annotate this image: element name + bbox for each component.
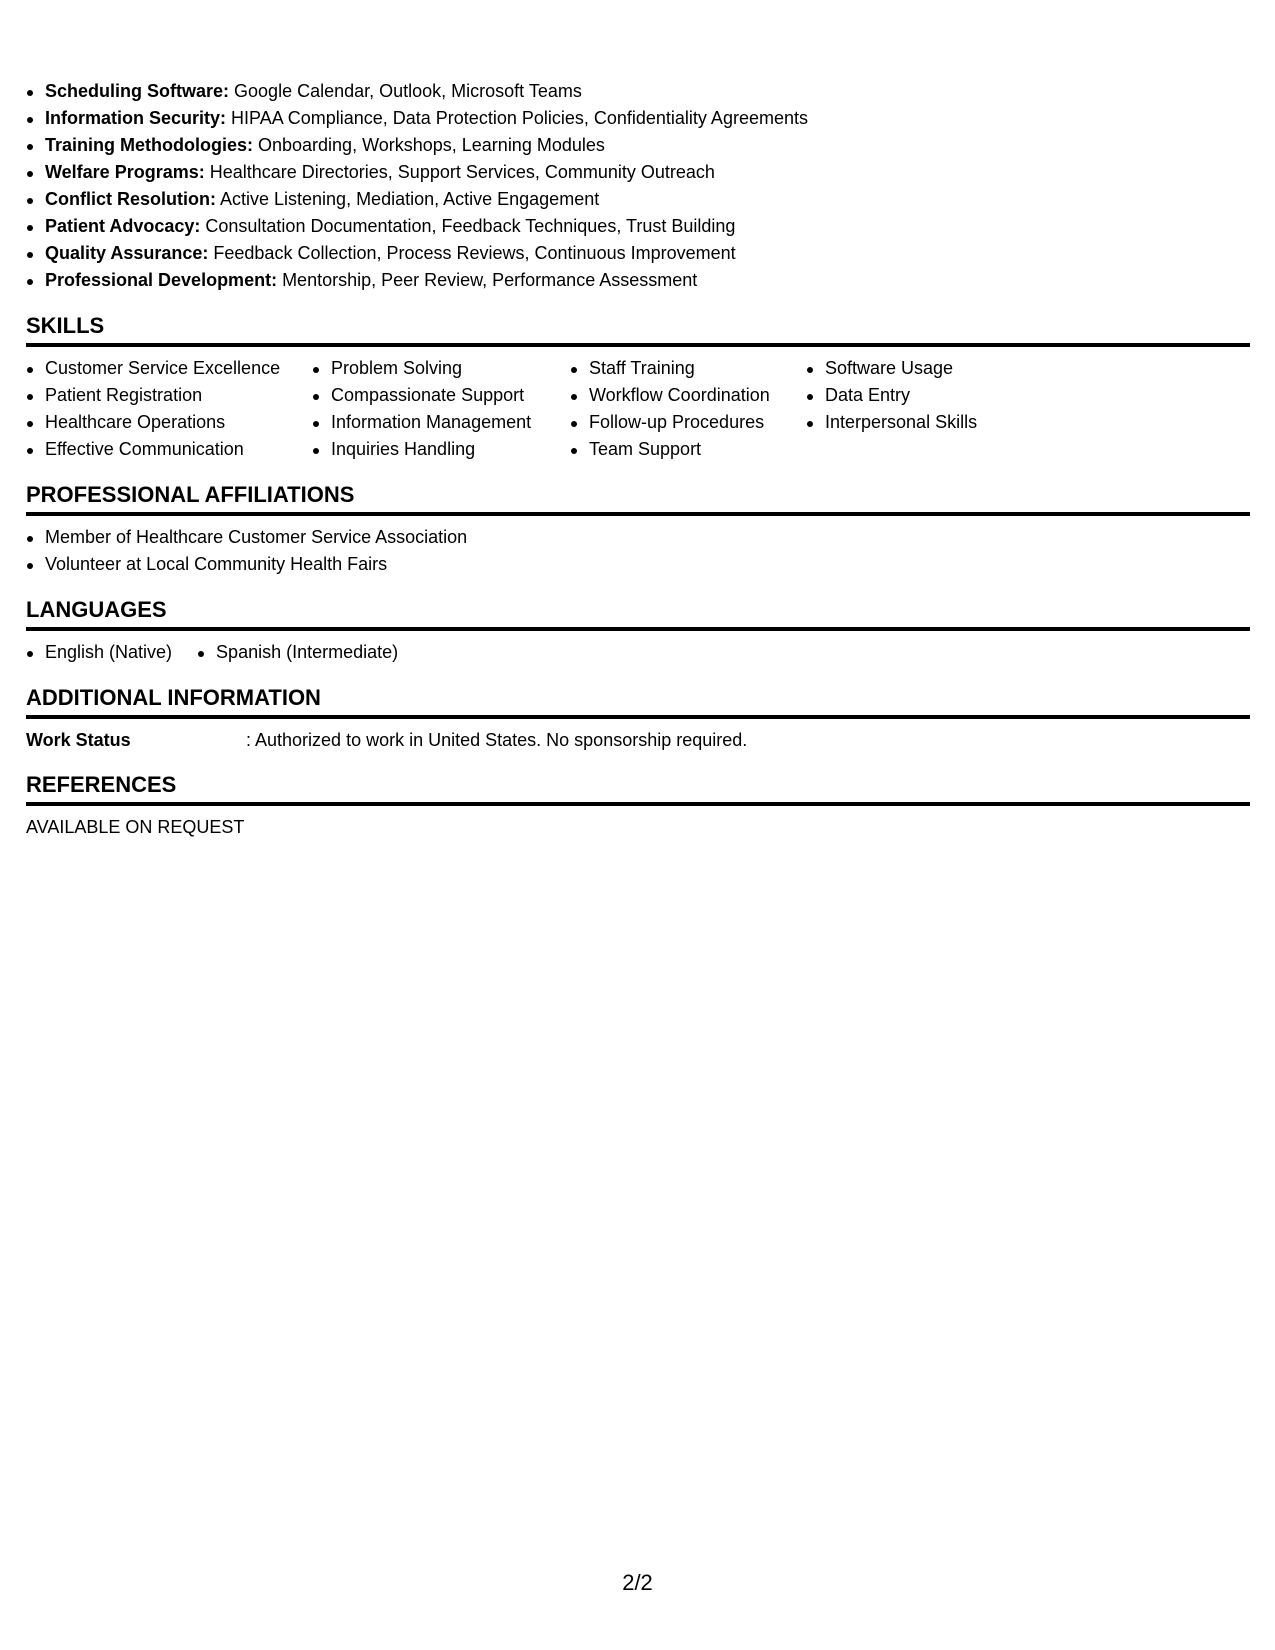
skills-column: [312, 355, 570, 463]
tools-item: [26, 78, 1250, 105]
work-status-label: Work Status: [26, 730, 131, 750]
tools-item-value: Google Calendar, Outlook, Microsoft Teams: [229, 81, 582, 101]
affiliation-item: Volunteer at Local Community Health Fairs: [26, 551, 1250, 578]
affiliations-list: [26, 524, 1250, 578]
work-status-value: : Authorized to work in United States. No sponsorship required.: [246, 730, 748, 750]
tools-item-label: Information Security:: [45, 108, 227, 128]
skill-item: Interpersonal Skills: [806, 409, 1046, 436]
tools-item: [26, 240, 1250, 267]
additional-information-heading: ADDITIONAL INFORMATION: [26, 685, 1250, 719]
page-number: 2/2: [622, 1570, 653, 1595]
skill-item: Healthcare Operations: [26, 409, 312, 436]
references-text: AVAILABLE ON REQUEST: [26, 817, 245, 837]
tools-item-value: HIPAA Compliance, Data Protection Policies, Confidentiality Agreements: [226, 108, 808, 128]
references-section: [26, 772, 1250, 840]
tools-item-value: Healthcare Directories, Support Services, Community Outreach: [204, 162, 715, 182]
additional-information-section: [26, 685, 1250, 753]
skills-heading: SKILLS: [26, 313, 1250, 347]
tools-item-value: Feedback Collection, Process Reviews, Continuous Improvement: [208, 243, 736, 263]
skill-item: Software Usage: [806, 355, 1046, 382]
tools-item-label: Scheduling Software:: [45, 81, 230, 101]
skills-column: [570, 355, 806, 463]
tools-item: [26, 186, 1250, 213]
skill-item: Patient Registration: [26, 382, 312, 409]
affiliations-section: [26, 482, 1250, 578]
skill-item: Problem Solving: [312, 355, 570, 382]
tools-item-value: Active Listening, Mediation, Active Engagement: [215, 189, 600, 209]
work-status-row: [26, 727, 1250, 753]
tools-item-label: Patient Advocacy:: [45, 216, 201, 236]
tools-item: [26, 267, 1250, 294]
skill-item: Customer Service Excellence: [26, 355, 312, 382]
tools-item: [26, 132, 1250, 159]
tools-item-label: Training Methodologies:: [45, 135, 253, 155]
resume-page: [26, 78, 1250, 840]
tools-list: [26, 78, 1250, 294]
tools-item-value: Mentorship, Peer Review, Performance Assessment: [277, 270, 698, 290]
skill-item: Team Support: [570, 436, 806, 463]
skill-item: Staff Training: [570, 355, 806, 382]
tools-item-label: Professional Development:: [45, 270, 278, 290]
skills-column: [26, 355, 312, 463]
references-heading: REFERENCES: [26, 772, 1250, 806]
affiliation-item: Member of Healthcare Customer Service Association: [26, 524, 1250, 551]
tools-item: [26, 159, 1250, 186]
skill-item: Data Entry: [806, 382, 1046, 409]
tools-item: [26, 105, 1250, 132]
skill-item: Follow-up Procedures: [570, 409, 806, 436]
language-item: English (Native): [26, 639, 172, 666]
tools-item-label: Welfare Programs:: [45, 162, 205, 182]
skills-section: [26, 313, 1250, 463]
skill-item: Effective Communication: [26, 436, 312, 463]
language-item: Spanish (Intermediate): [197, 639, 398, 666]
tools-item-label: Quality Assurance:: [45, 243, 209, 263]
tools-item-value: Onboarding, Workshops, Learning Modules: [253, 135, 605, 155]
skills-grid: [26, 355, 1250, 463]
skill-item: Inquiries Handling: [312, 436, 570, 463]
languages-list: [26, 639, 1250, 666]
languages-heading: LANGUAGES: [26, 597, 1250, 631]
languages-section: [26, 597, 1250, 666]
tools-item-label: Conflict Resolution:: [45, 189, 216, 209]
skill-item: Compassionate Support: [312, 382, 570, 409]
skill-item: Information Management: [312, 409, 570, 436]
skills-column: [806, 355, 1046, 463]
skill-item: Workflow Coordination: [570, 382, 806, 409]
affiliations-heading: PROFESSIONAL AFFILIATIONS: [26, 482, 1250, 516]
tools-item-value: Consultation Documentation, Feedback Techniques, Trust Building: [200, 216, 736, 236]
tools-item: [26, 213, 1250, 240]
